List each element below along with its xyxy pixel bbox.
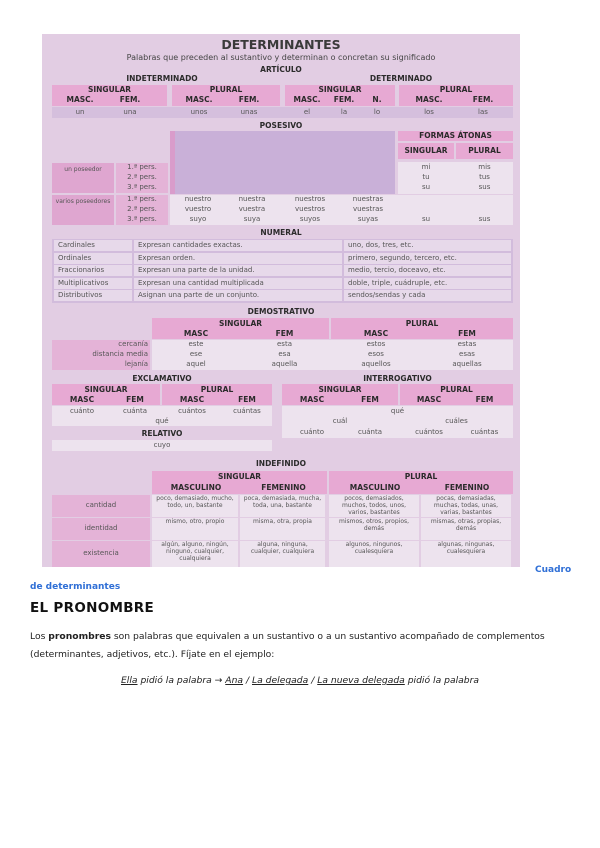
pers: 1.ª pers. [127,163,157,171]
numeral-name: Distributivos [58,291,103,300]
interrogativo-title: INTERROGATIVO [363,374,432,383]
numeral-example: medio, tercio, doceavo, etc. [348,266,446,275]
numeral-desc: Expresan una cantidad multiplicada [138,278,264,287]
art-val: la [340,108,348,116]
int-plural: PLURAL [440,385,473,394]
pers: 1.ª pers. [127,195,157,203]
art-fem-2: FEM. [238,95,260,104]
atona-val: sus [478,215,491,223]
pronombre-paragraph [30,628,575,664]
ind-val: poca, demasiada, mucha, toda, una, bastante [243,495,322,509]
ind-val: mismas, otras, propias, demás [430,518,502,532]
pos-val: suyos [299,215,321,223]
pos-val: vuestra [238,205,266,213]
ind-plural: PLURAL [404,472,438,481]
dem-fem-2: FEM [458,329,476,338]
exc-val: cuánto [69,407,95,415]
example-t3: / [308,675,318,686]
numeral-desc: Expresan una parte de la unidad. [138,266,255,275]
example-t2: / [243,675,252,686]
int-cuales: cuáles [445,417,468,425]
example-w2: Ana [225,675,244,686]
determinado-label: DETERMINADO [369,74,433,83]
int-que: qué [390,407,405,415]
example-w4: La nueva delegada [317,675,405,686]
atona-val: sus [478,183,491,191]
ind-val: misma, otra, propia [253,518,312,525]
numeral-example: uno, dos, tres, etc. [348,241,414,249]
atona-val: mi [421,163,431,171]
numeral-desc: Asignan una parte de un conjunto. [138,291,260,300]
dem-val: esos [368,350,384,358]
pos-val: vuestros [295,205,325,213]
art-val: una [123,108,137,116]
numeral-name: Multiplicativos [58,278,109,287]
pers: 2.ª pers. [127,205,157,213]
art-masc-3: MASC. [293,95,321,104]
exc-fem-1: FEM [126,395,144,404]
ind-singular: SINGULAR [217,472,262,481]
chart-title: DETERMINANTES [221,37,341,52]
art-fem-3: FEM. [333,95,355,104]
atonas-plural: PLURAL [468,146,501,155]
pos-val: nuestro [184,195,212,203]
example-w3: La delegada [251,675,309,686]
numeral-example: primero, segundo, tercero, etc. [348,253,457,262]
ind-val: alguna, ninguna, cualquier, cualquiera [250,541,315,555]
ind-row-label: cantidad [85,501,117,509]
atonas-singular: SINGULAR [404,146,448,155]
ind-val: algunos, ningunos, cualesquiera [345,541,403,555]
dem-val: aquel [186,360,206,368]
chart-subtitle: Palabras que preceden al sustantivo y determinan o concretan su significado [126,53,436,62]
ind-fem-2: FEMENINO [444,483,490,492]
atona-val: tus [479,173,490,181]
atona-val: mis [478,163,491,171]
int-val: cuántas [470,428,499,436]
art-sing-2: SINGULAR [318,85,362,94]
pos-val: suyo [189,215,207,223]
art-val: unos [190,108,208,116]
dem-val: estas [457,340,477,348]
int-val: cuánto [299,428,325,436]
ind-val: poco, demasiado, mucho, todo, un, bastante [156,495,234,509]
int-val: cuánta [357,428,383,436]
int-fem-2: FEM [475,395,494,404]
section-title: EL PRONOMBRE [30,600,155,616]
exc-singular: SINGULAR [84,385,128,394]
int-fem-1: FEM [361,395,379,404]
dem-singular: SINGULAR [218,319,263,328]
dem-val: este [188,340,204,348]
un-poseedor-label: un poseedor [64,166,102,173]
example-t4: pidió la palabra [404,675,480,686]
example-t1: pidió la palabra → [137,675,226,686]
pers: 3.ª pers. [127,215,157,223]
pos-val: vuestras [352,205,384,213]
numeral-desc: Expresan cantidades exactas. [138,241,243,249]
demostrativo-title: DEMOSTRATIVO [247,307,315,316]
dem-masc-2: MASC [363,329,389,338]
ind-val: pocas, demasiadas, muchas, todas, unas, varias, bastantes [433,495,499,516]
art-plur-1: PLURAL [209,85,243,94]
int-cual: cuál [332,417,348,425]
art-masc-4: MASC. [415,95,443,104]
posesivo-singular-block [170,131,395,194]
exc-val: cuántas [233,407,261,415]
dem-fem-1: FEM [275,329,294,338]
dem-val: ese [189,350,203,358]
ind-fem-1: FEMENINO [261,483,306,492]
int-singular: SINGULAR [318,385,362,394]
pos-val: nuestra [238,195,266,203]
exc-val: cuánta [122,407,148,415]
example-sentence [0,675,600,686]
exc-masc-2: MASC [179,395,205,404]
posesivo-edge [170,131,175,194]
numeral-title: NUMERAL [260,228,302,237]
dem-val: aquella [271,360,298,368]
ind-val: mismo, otro, propio [165,518,225,525]
exclamativo-title: EXCLAMATIVO [132,374,192,383]
ind-val: pocos, demasiados, muchos, todos, unos, varios, bastantes [341,495,407,516]
exc-que: qué [155,417,169,425]
posesivo-title: POSESIVO [259,121,303,130]
caption-link-part2[interactable]: de determinantes [30,582,121,592]
dem-val: aquellos [361,360,391,368]
pers: 3.ª pers. [127,183,157,191]
int-val: cuántos [415,428,443,436]
ind-row-label: identidad [84,524,118,532]
ind-val: algún, alguno, ningún, ninguno, cualquier, cualquiera [161,541,229,562]
art-val: los [424,108,434,116]
dem-row-label: distancia media [92,350,148,358]
formas-atonas-label: FORMAS ÁTONAS [419,131,492,140]
atona-val: tu [422,173,430,181]
dem-val: esas [459,350,475,358]
varios-poseedores-label: varios poseedores [55,198,111,205]
art-fem-1: FEM. [119,95,141,104]
ind-val: algunas, ningunas, cualesquiera [437,541,495,555]
para-bold: pronombres [48,631,111,642]
art-val: el [303,108,311,116]
numeral-name: Fraccionarios [58,266,105,275]
numeral-name: Cardinales [58,241,95,249]
atona-val: su [421,215,431,223]
numeral-desc: Expresan orden. [138,253,196,262]
art-n: N. [372,95,382,104]
relativo-cuyo: cuyo [153,441,171,449]
ind-masc-2: MASCULINO [349,483,401,492]
ind-val: mismos, otros, propios, demás [338,518,410,532]
pos-val: suya [243,215,261,223]
example-w1: Ella [120,675,138,686]
dem-val: esta [277,340,292,348]
para-before: Los [30,631,49,642]
art-val: unas [240,108,258,116]
art-val: lo [373,108,381,116]
numeral-example: sendos/sendas y cada [348,291,426,300]
indefinido-title: INDEFINIDO [256,459,306,468]
dem-row-label: lejanía [124,360,148,368]
art-sing-1: SINGULAR [87,85,132,94]
ind-row-label: existencia [83,549,119,557]
pos-val: suyas [357,215,379,223]
art-plur-2: PLURAL [439,85,473,94]
ind-masc-1: MASCULINO [170,483,222,492]
indeterminado-label: INDETERMINADO [126,74,198,83]
dem-val: aquellas [452,360,482,368]
atona-val: su [421,183,431,191]
exc-plural: PLURAL [200,385,234,394]
pos-val: nuestras [352,195,384,203]
dem-plural: PLURAL [405,319,439,328]
numeral-name: Ordinales [58,253,92,262]
art-masc-2: MASC. [185,95,213,104]
int-masc-2: MASC [416,395,442,404]
pers: 2.ª pers. [127,173,157,181]
numeral-example: doble, triple, cuádruple, etc. [348,278,448,287]
determinantes-chart [42,34,520,567]
art-val: las [478,108,488,116]
exc-fem-2: FEM [238,395,256,404]
dem-row-label: cercanía [118,340,148,348]
pos-val: vuestro [184,205,212,213]
dem-val: esa [278,350,291,358]
art-val: un [75,108,85,116]
art-fem-4: FEM. [472,95,494,104]
relativo-title: RELATIVO [141,429,183,438]
art-masc-1: MASC. [66,95,94,104]
dem-val: estos [366,340,386,348]
int-masc-1: MASC [299,395,325,404]
caption-link-part1[interactable]: Cuadro [535,565,572,575]
exc-masc-1: MASC [69,395,95,404]
pos-val: nuestros [294,195,326,203]
articulo-title: ARTÍCULO [260,65,302,74]
para-after: son palabras que equivalen a un sustantivo o a un sustantivo acompañado de complementos (determinantes, adjetivos, etc.). Fíjate en el ejemplo: [30,631,545,660]
dem-masc-1: MASC [183,329,209,338]
exc-val: cuántos [178,407,206,415]
